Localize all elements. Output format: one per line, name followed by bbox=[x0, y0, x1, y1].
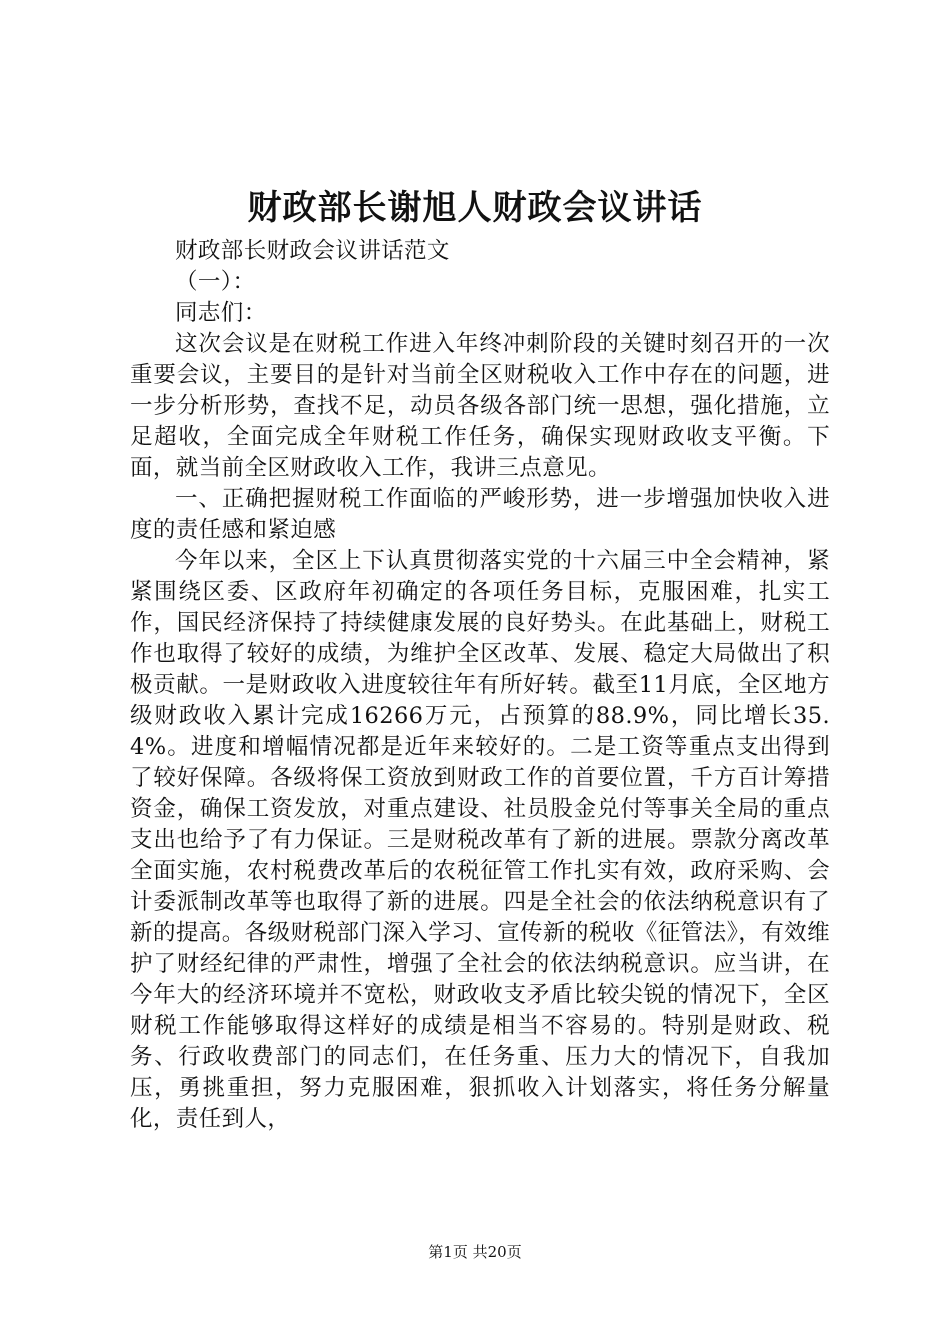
page-footer: 第1页 共20页 bbox=[428, 1243, 522, 1261]
paragraph-intro: 这次会议是在财税工作进入年终冲刺阶段的关键时刻召开的一次重要会议，主要目的是针对当前全区财税收入工作中存在的问题，进一步分析形势，查找不足，动员各级各部门统一思想，强化措施，立足超收，全面完成全年财税工作任务，确保实现财政收支平衡。下面，就当前全区财政收入工作，我讲三点意见。 bbox=[130, 331, 830, 481]
paragraph-salutation: 同志们： bbox=[175, 300, 267, 326]
paragraph-subtitle: 财政部长财政会议讲话范文 bbox=[175, 238, 450, 264]
document-body bbox=[130, 236, 830, 1135]
paragraph-body: 今年以来，全区上下认真贯彻落实党的十六届三中全会精神，紧紧围绕区委、区政府年初确定的各项任务目标，克服困难，扎实工作，国民经济保持了持续健康发展的良好势头。在此基础上，财税工作也取得了较好的成绩，为维护全区改革、发展、稳定大局做出了积极贡献。一是财政收入进度较往年有所好转。截至11月底，全区地方级财政收入累计完成16266万元，占预算的88.9%，同比增长35.4%。进度和增幅情况都是近年来较好的。二是工资等重点支出得到了较好保障。各级将保工资放到财政工作的首要位置，千方百计筹措资金，确保工资发放，对重点建设、社员股金兑付等事关全局的重点支出也给予了有力保证。三是财税改革有了新的进展。票款分离改革全面实施，农村税费改革后的农税征管工作扎实有效，政府采购、会计委派制改革等也取得了新的进展。四是全社会的依法纳税意识有了新的提高。各级财税部门深入学习、宣传新的税收《征管法》，有效维护了财经纪律的严肃性，增强了全社会的依法纳税意识。应当讲，在今年大的经济环境并不宽松，财政收支矛盾比较尖锐的情况下，全区财税工作能够取得这样好的成绩是相当不容易的。特别是财政、税务、行政收费部门的同志们，在任务重、压力大的情况下，自我加压，勇挑重担，努力克服困难，狠抓收入计划落实，将任务分解量化，责任到人， bbox=[130, 548, 830, 1132]
document-title: 财政部长谢旭人财政会议讲话 bbox=[247, 188, 703, 228]
paragraph-section-number: （一）： bbox=[175, 269, 256, 295]
paragraph-heading-one: 一、正确把握财税工作面临的严峻形势，进一步增强加快收入进度的责任感和紧迫感 bbox=[130, 486, 830, 543]
